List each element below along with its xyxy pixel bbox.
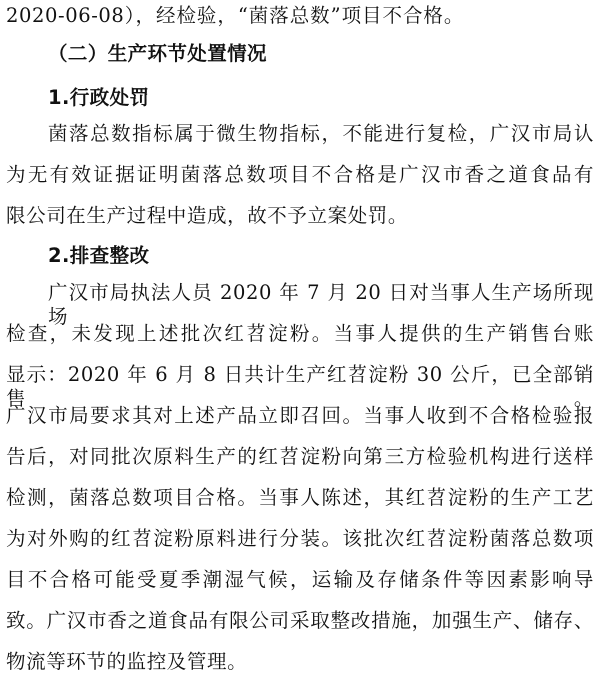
section-heading: （二）生产环节处置情况 xyxy=(48,42,267,65)
paragraph-line: 为无有效证据证明菌落总数项目不合格是广汉市香之道食品有 xyxy=(6,163,594,186)
continuation-line: 2020-06-08），经检验，“菌落总数”项目不合格。 xyxy=(6,4,464,27)
paragraph-line: 目不合格可能受夏季潮湿气候，运输及存储条件等因素影响导 xyxy=(6,568,594,591)
paragraph-line: 告后，对同批次原料生产的红苕淀粉向第三方检验机构进行送样 xyxy=(6,445,594,468)
paragraph-line: 限公司在生产过程中造成，故不予立案处罚。 xyxy=(6,204,409,227)
subsection-heading-penalty: 1.行政处罚 xyxy=(48,86,150,109)
paragraph-line: 物流等环节的监控及管理。 xyxy=(6,650,248,673)
paragraph-line: 菌落总数指标属于微生物指标，不能进行复检，广汉市局认 xyxy=(48,122,594,145)
paragraph-line: 检测，菌落总数项目合格。当事人陈述，其红苕淀粉的生产工艺 xyxy=(6,486,594,509)
subsection-heading-rectification: 2.排查整改 xyxy=(48,244,150,267)
paragraph-line: 显示：2020 年 6 月 8 日共计生产红苕淀粉 30 公斤，已全部销售。 xyxy=(6,363,594,410)
paragraph-line: 广汉市局执法人员 2020 年 7 月 20 日对当事人生产场所现场 xyxy=(48,281,594,328)
paragraph-line: 为对外购的红苕淀粉原料进行分装。该批次红苕淀粉菌落总数项 xyxy=(6,527,594,550)
paragraph-line: 致。广汉市香之道食品有限公司采取整改措施，加强生产、储存、 xyxy=(6,609,594,632)
paragraph-line: 检查，未发现上述批次红苕淀粉。当事人提供的生产销售台账 xyxy=(6,322,594,345)
paragraph-line: 广汉市局要求其对上述产品立即召回。当事人收到不合格检验报 xyxy=(6,404,594,427)
